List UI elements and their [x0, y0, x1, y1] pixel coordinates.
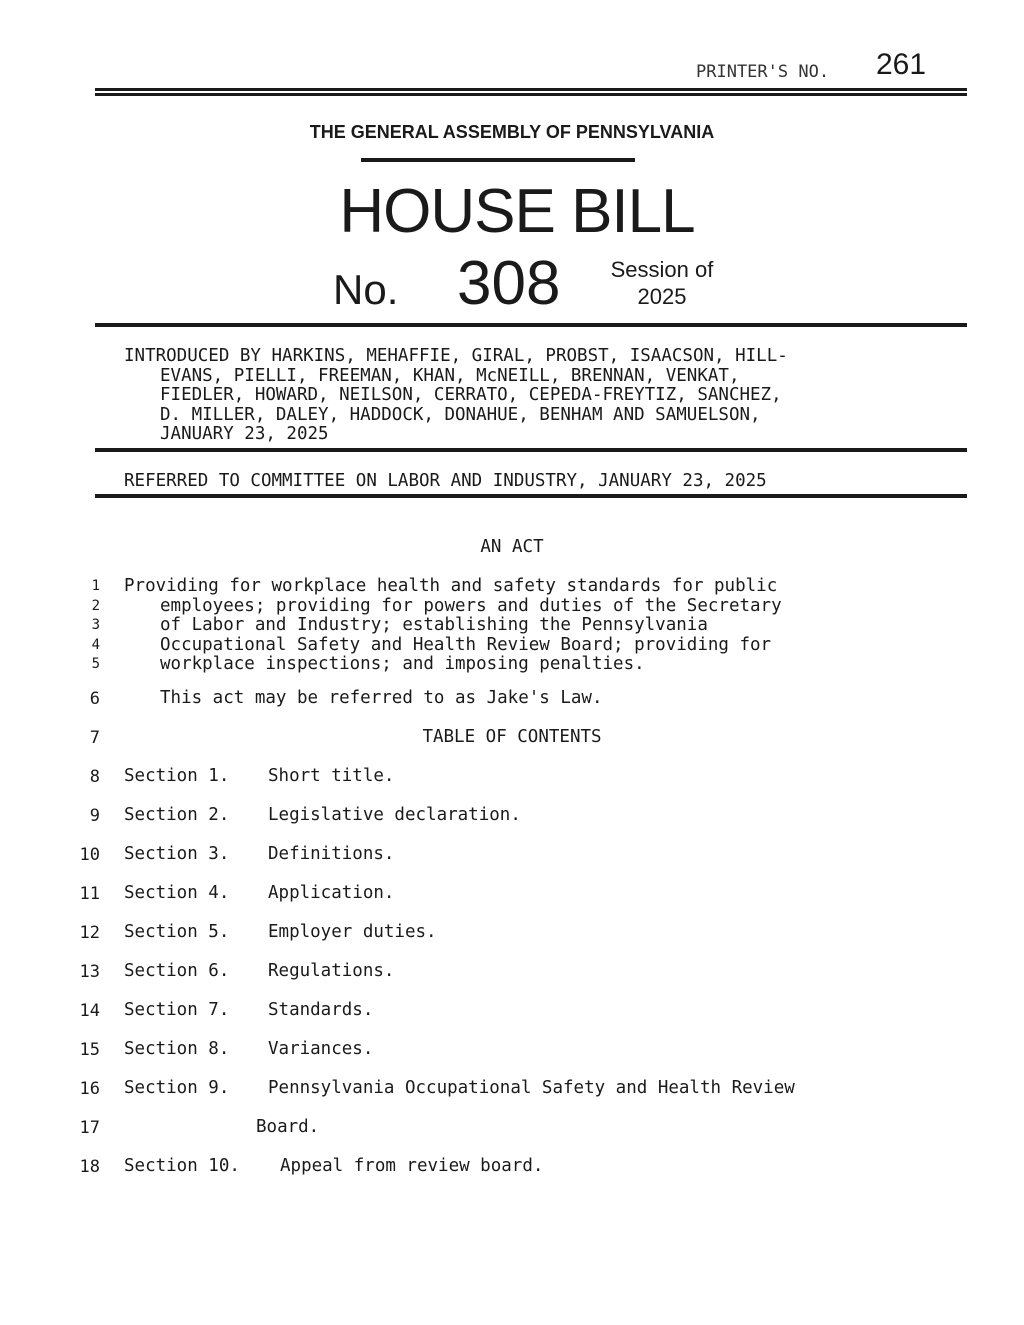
toc-section-number: Section 6.: [124, 961, 230, 981]
toc-section-title: Regulations.: [268, 961, 395, 981]
introduced-line: EVANS, PIELLI, FREEMAN, KHAN, McNEILL, BRENNAN, VENKAT,: [160, 365, 740, 386]
referred-rule: [95, 494, 967, 498]
act-title-line: employees; providing for powers and duties of the Secretary: [160, 595, 782, 616]
toc-section-number: Section 4.: [124, 883, 230, 903]
line-number: 4: [91, 636, 100, 653]
introduced-line: D. MILLER, DALEY, HADDOCK, DONAHUE, BENHAM AND SAMUELSON,: [160, 404, 761, 425]
introduced-line: JANUARY 23, 2025: [160, 424, 329, 444]
printers-number-label: PRINTER'S NO.: [696, 62, 830, 82]
line-number: 5: [91, 656, 100, 672]
line-number: 13: [79, 962, 100, 982]
line-number: 10: [79, 845, 100, 865]
short-title-line: This act may be referred to as Jake's Law.: [160, 688, 603, 708]
line-number: 14: [79, 1001, 100, 1021]
toc-section-number: Section 2.: [124, 805, 230, 825]
top-rule-second: [95, 93, 967, 96]
printers-number: 261: [876, 48, 927, 81]
line-number: 18: [79, 1157, 100, 1177]
toc-heading: TABLE OF CONTENTS: [422, 727, 602, 747]
toc-section-title: Standards.: [268, 1000, 374, 1020]
act-title-line: of Labor and Industry; establishing the Pennsylvania: [160, 615, 708, 635]
line-number: 2: [91, 597, 100, 614]
toc-section-title: Pennsylvania Occupational Safety and Health Review: [268, 1078, 795, 1098]
toc-section-title: Definitions.: [268, 844, 395, 864]
bill-header-rule: [95, 323, 967, 327]
toc-section-number: Section 5.: [124, 922, 230, 942]
toc-section-number: Section 10.: [124, 1156, 240, 1176]
toc-section-number: Section 8.: [124, 1039, 230, 1059]
toc-section-title: Legislative declaration.: [268, 805, 521, 825]
bill-type-heading: HOUSE BILL: [339, 177, 695, 246]
session-label: Session of: [610, 257, 714, 282]
top-rule: [95, 88, 967, 91]
toc-section-title: Short title.: [268, 766, 395, 786]
toc-section-number: Section 7.: [124, 1000, 230, 1020]
line-number: 11: [79, 884, 100, 904]
line-number: 9: [89, 806, 100, 826]
introduced-line: FIEDLER, HOWARD, NEILSON, CERRATO, CEPEDA-FREYTIZ, SANCHEZ,: [160, 385, 782, 405]
line-number: 15: [79, 1040, 100, 1060]
line-number: 17: [79, 1118, 100, 1138]
line-number: 1: [91, 578, 100, 594]
session-year: 2025: [637, 284, 687, 309]
toc-section-title: Employer duties.: [268, 922, 437, 942]
line-number: 3: [91, 617, 100, 633]
toc-section-title: Application.: [268, 883, 395, 903]
line-number: 6: [89, 689, 100, 709]
act-title-line: Providing for workplace health and safety standards for public: [124, 576, 778, 596]
line-number: 12: [79, 923, 100, 943]
act-heading: AN ACT: [480, 537, 544, 557]
act-title-line: workplace inspections; and imposing penalties.: [160, 654, 645, 674]
bill-number: 308: [457, 249, 561, 318]
introduced-rule: [95, 448, 967, 452]
act-title-line: Occupational Safety and Health Review Board; providing for: [160, 634, 772, 655]
assembly-underline: [361, 158, 635, 162]
introduced-line: INTRODUCED BY HARKINS, MEHAFFIE, GIRAL, PROBST, ISAACSON, HILL-: [124, 346, 788, 366]
referred-to-committee: REFERRED TO COMMITTEE ON LABOR AND INDUSTRY, JANUARY 23, 2025: [124, 471, 767, 491]
line-number: 16: [79, 1079, 100, 1099]
bill-number-label: No.: [333, 266, 399, 313]
line-number: 7: [89, 728, 100, 748]
assembly-heading: THE GENERAL ASSEMBLY OF PENNSYLVANIA: [309, 122, 715, 142]
line-number: 8: [89, 767, 100, 787]
toc-section-number: Section 9.: [124, 1078, 230, 1098]
toc-section-number: Section 1.: [124, 766, 230, 786]
toc-section-title-continued: Board.: [256, 1117, 320, 1137]
toc-section-number: Section 3.: [124, 844, 230, 864]
toc-section-title: Variances.: [268, 1039, 374, 1059]
toc-section-title: Appeal from review board.: [280, 1156, 544, 1176]
